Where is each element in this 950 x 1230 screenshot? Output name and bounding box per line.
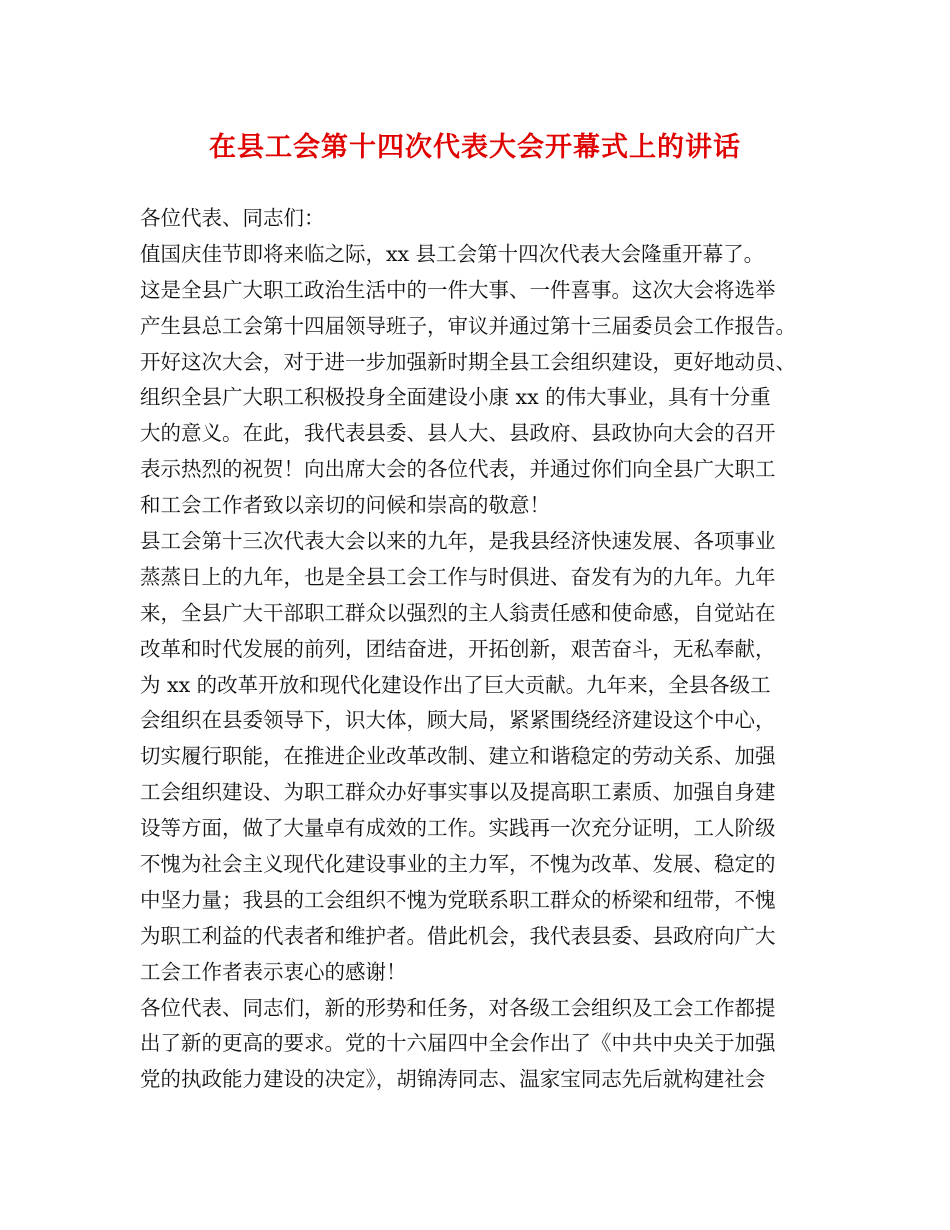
text-line: 为职工利益的代表者和维护者。借此机会，我代表县委、县政府向广大 <box>140 923 776 948</box>
text-line: 各位代表、同志们，新的形势和任务，对各级工会组织及工会工作都提 <box>140 995 776 1020</box>
text-line: 各位代表、同志们： <box>140 206 325 230</box>
text-line: 会组织在县委领导下，识大体，顾大局，紧紧围绕经济建设这个中心， <box>140 708 776 733</box>
text-line: 来，全县广大干部职工群众以强烈的主人翁责任感和使命感，自觉站在 <box>140 600 776 625</box>
text-line: 开好这次大会，对于进一步加强新时期全县工会组织建设，更好地动员、 <box>140 349 796 374</box>
text-line: 改革和时代发展的前列，团结奋进，开拓创新，艰苦奋斗，无私奉献， <box>140 636 776 661</box>
text-line: 不愧为社会主义现代化建设事业的主力军，不愧为改革、发展、稳定的 <box>140 852 776 877</box>
text-line: 出了新的更高的要求。党的十六届四中全会作出了《中共中央关于加强 <box>140 1031 776 1056</box>
text-line: 蒸蒸日上的九年，也是全县工会工作与时俱进、奋发有为的九年。九年 <box>140 564 776 589</box>
text-line: 设等方面，做了大量卓有成效的工作。实践再一次充分证明，工人阶级 <box>140 816 776 841</box>
text-line: 值国庆佳节即将来临之际，xx 县工会第十四次代表大会隆重开幕了。 <box>140 241 765 266</box>
text-line: 切实履行职能，在推进企业改革改制、建立和谐稳定的劳动关系、加强 <box>140 744 776 769</box>
text-line: 县工会第十三次代表大会以来的九年，是我县经济快速发展、各项事业 <box>140 529 776 554</box>
text-line: 中坚力量；我县的工会组织不愧为党联系职工群众的桥梁和纽带，不愧 <box>140 887 776 912</box>
text-line: 大的意义。在此，我代表县委、县人大、县政府、县政协向大会的召开 <box>140 421 776 446</box>
text-line: 产生县总工会第十四届领导班子，审议并通过第十三届委员会工作报告。 <box>140 313 796 338</box>
text-line: 组织全县广大职工积极投身全面建设小康 xx 的伟大事业，具有十分重 <box>140 385 771 410</box>
document-body <box>140 201 830 1098</box>
text-line: 工会工作者表示衷心的感谢！ <box>140 959 407 984</box>
text-line: 这是全县广大职工政治生活中的一件大事、一件喜事。这次大会将选举 <box>140 277 776 302</box>
text-line: 和工会工作者致以亲切的问候和崇高的敬意！ <box>140 493 550 518</box>
text-line: 工会组织建设、为职工群众办好事实事以及提高职工素质、加强自身建 <box>140 780 776 805</box>
document-title: 在县工会第十四次代表大会开幕式上的讲话 <box>209 132 741 163</box>
text-line: 为 xx 的改革开放和现代化建设作出了巨大贡献。九年来，全县各级工 <box>140 672 771 697</box>
text-line: 表示热烈的祝贺！向出席大会的各位代表，并通过你们向全县广大职工 <box>140 457 776 482</box>
text-line: 党的执政能力建设的决定》，胡锦涛同志、温家宝同志先后就构建社会 <box>140 1067 766 1092</box>
